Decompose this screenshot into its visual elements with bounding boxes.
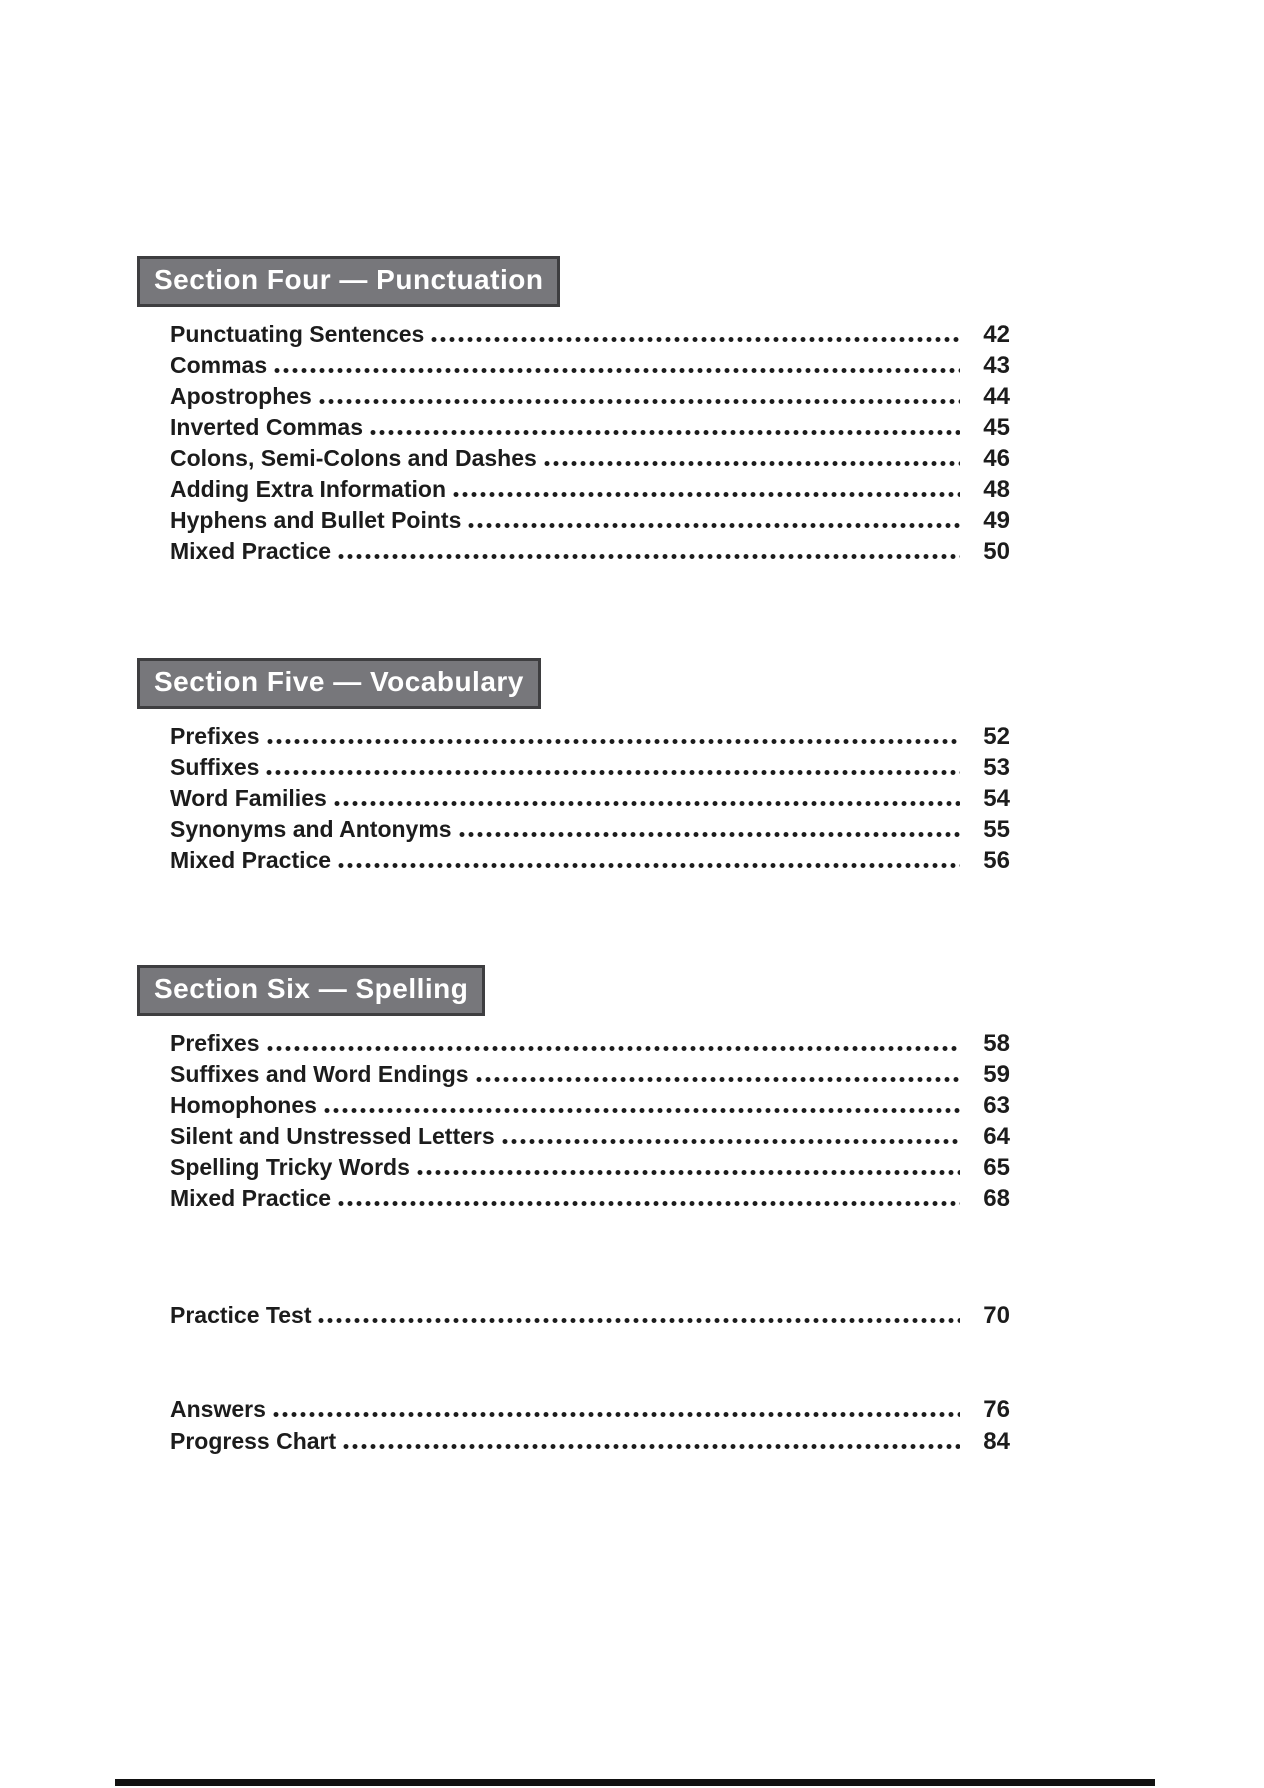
dot-leader	[475, 1075, 960, 1084]
toc-entry-row	[170, 440, 1010, 471]
toc-entry-page-number: 76	[983, 1395, 1010, 1423]
dot-leader	[337, 861, 960, 870]
toc-entry-row	[170, 1056, 1010, 1087]
dot-leader	[369, 428, 960, 437]
toc-entry-label: Word Families	[170, 784, 327, 811]
dot-leader	[266, 1044, 960, 1053]
toc-entry-row	[170, 1297, 1010, 1328]
toc-entry-label: Homophones	[170, 1091, 317, 1118]
toc-entry-label: Inverted Commas	[170, 413, 364, 440]
dot-leader	[337, 1199, 960, 1208]
dot-leader	[501, 1137, 960, 1146]
toc-entry-row	[170, 780, 1010, 811]
toc-entry-page-number: 43	[983, 351, 1010, 379]
toc-entry-row	[170, 1087, 1010, 1118]
dot-leader	[317, 1316, 960, 1325]
toc-entry-row	[170, 1422, 1010, 1454]
section-five-entry-list	[170, 718, 1010, 873]
dot-leader	[318, 397, 960, 406]
section-six-entry-list	[170, 1025, 1010, 1211]
dot-leader	[543, 459, 960, 468]
toc-entry-page-number: 63	[983, 1091, 1010, 1119]
dot-leader	[337, 552, 960, 561]
toc-entry-label: Answers	[170, 1395, 266, 1422]
toc-entry-page-number: 42	[983, 320, 1010, 348]
toc-entry-row	[170, 842, 1010, 873]
dot-leader	[458, 830, 960, 839]
toc-entry-label: Progress Chart	[170, 1427, 337, 1454]
toc-entry-label: Suffixes and Word Endings	[170, 1060, 469, 1087]
toc-entry-page-number: 56	[983, 846, 1010, 874]
dot-leader	[467, 521, 960, 530]
toc-entry-label: Adding Extra Information	[170, 475, 446, 502]
toc-entry-label: Hyphens and Bullet Points	[170, 506, 462, 533]
toc-entry-label: Colons, Semi-Colons and Dashes	[170, 444, 537, 471]
toc-entry-label: Apostrophes	[170, 382, 312, 409]
toc-entry-label: Silent and Unstressed Letters	[170, 1122, 495, 1149]
toc-entry-row	[170, 1149, 1010, 1180]
section-four-punctuation	[137, 256, 1010, 564]
dot-leader	[272, 1410, 960, 1419]
dot-leader	[452, 490, 960, 499]
dot-leader	[342, 1442, 960, 1451]
toc-entry-row	[170, 811, 1010, 842]
practice-test-entry	[170, 1297, 1010, 1328]
toc-entry-page-number: 70	[983, 1301, 1010, 1329]
page-footer-bar	[115, 1779, 1155, 1786]
dot-leader	[430, 335, 960, 344]
toc-entry-row	[170, 1118, 1010, 1149]
dot-leader	[266, 737, 960, 746]
toc-entry-row	[170, 749, 1010, 780]
section-four-header: Section Four — Punctuation	[137, 256, 560, 307]
toc-entry-row	[170, 1390, 1010, 1422]
toc-entry-label: Synonyms and Antonyms	[170, 815, 452, 842]
toc-entry-page-number: 68	[983, 1184, 1010, 1212]
section-four-entry-list	[170, 316, 1010, 564]
toc-entry-label: Prefixes	[170, 1029, 260, 1056]
toc-entry-page-number: 53	[983, 753, 1010, 781]
toc-entry-page-number: 48	[983, 475, 1010, 503]
toc-entry-page-number: 64	[983, 1122, 1010, 1150]
section-five-vocabulary	[137, 658, 1010, 873]
toc-entry-row	[170, 409, 1010, 440]
toc-entry-row	[170, 378, 1010, 409]
section-six-header: Section Six — Spelling	[137, 965, 485, 1016]
toc-entry-page-number: 55	[983, 815, 1010, 843]
toc-entry-page-number: 49	[983, 506, 1010, 534]
toc-entry-page-number: 84	[983, 1427, 1010, 1455]
toc-entry-row	[170, 533, 1010, 564]
toc-entry-row	[170, 502, 1010, 533]
dot-leader	[333, 799, 960, 808]
dot-leader	[416, 1168, 960, 1177]
section-five-header: Section Five — Vocabulary	[137, 658, 541, 709]
toc-entry-label: Prefixes	[170, 722, 260, 749]
toc-entry-row	[170, 347, 1010, 378]
toc-entry-page-number: 52	[983, 722, 1010, 750]
toc-entry-page-number: 65	[983, 1153, 1010, 1181]
toc-entry-label: Spelling Tricky Words	[170, 1153, 410, 1180]
toc-entry-page-number: 46	[983, 444, 1010, 472]
toc-entry-row	[170, 718, 1010, 749]
toc-entry-label: Mixed Practice	[170, 537, 332, 564]
toc-entry-row	[170, 316, 1010, 347]
back-matter-entries	[170, 1390, 1010, 1454]
toc-entry-label: Commas	[170, 351, 268, 378]
dot-leader	[273, 366, 960, 375]
toc-entry-page-number: 59	[983, 1060, 1010, 1088]
dot-leader	[323, 1106, 960, 1115]
toc-entry-page-number: 45	[983, 413, 1010, 441]
toc-entry-row	[170, 471, 1010, 502]
toc-entry-row	[170, 1180, 1010, 1211]
toc-entry-page-number: 58	[983, 1029, 1010, 1057]
toc-entry-label: Punctuating Sentences	[170, 320, 425, 347]
toc-entry-label: Practice Test	[170, 1301, 312, 1328]
dot-leader	[265, 768, 960, 777]
section-six-spelling	[137, 965, 1010, 1211]
toc-entry-label: Mixed Practice	[170, 846, 332, 873]
toc-entry-row	[170, 1025, 1010, 1056]
toc-entry-page-number: 44	[983, 382, 1010, 410]
toc-entry-page-number: 50	[983, 537, 1010, 565]
toc-entry-label: Mixed Practice	[170, 1184, 332, 1211]
toc-entry-label: Suffixes	[170, 753, 260, 780]
toc-entry-page-number: 54	[983, 784, 1010, 812]
